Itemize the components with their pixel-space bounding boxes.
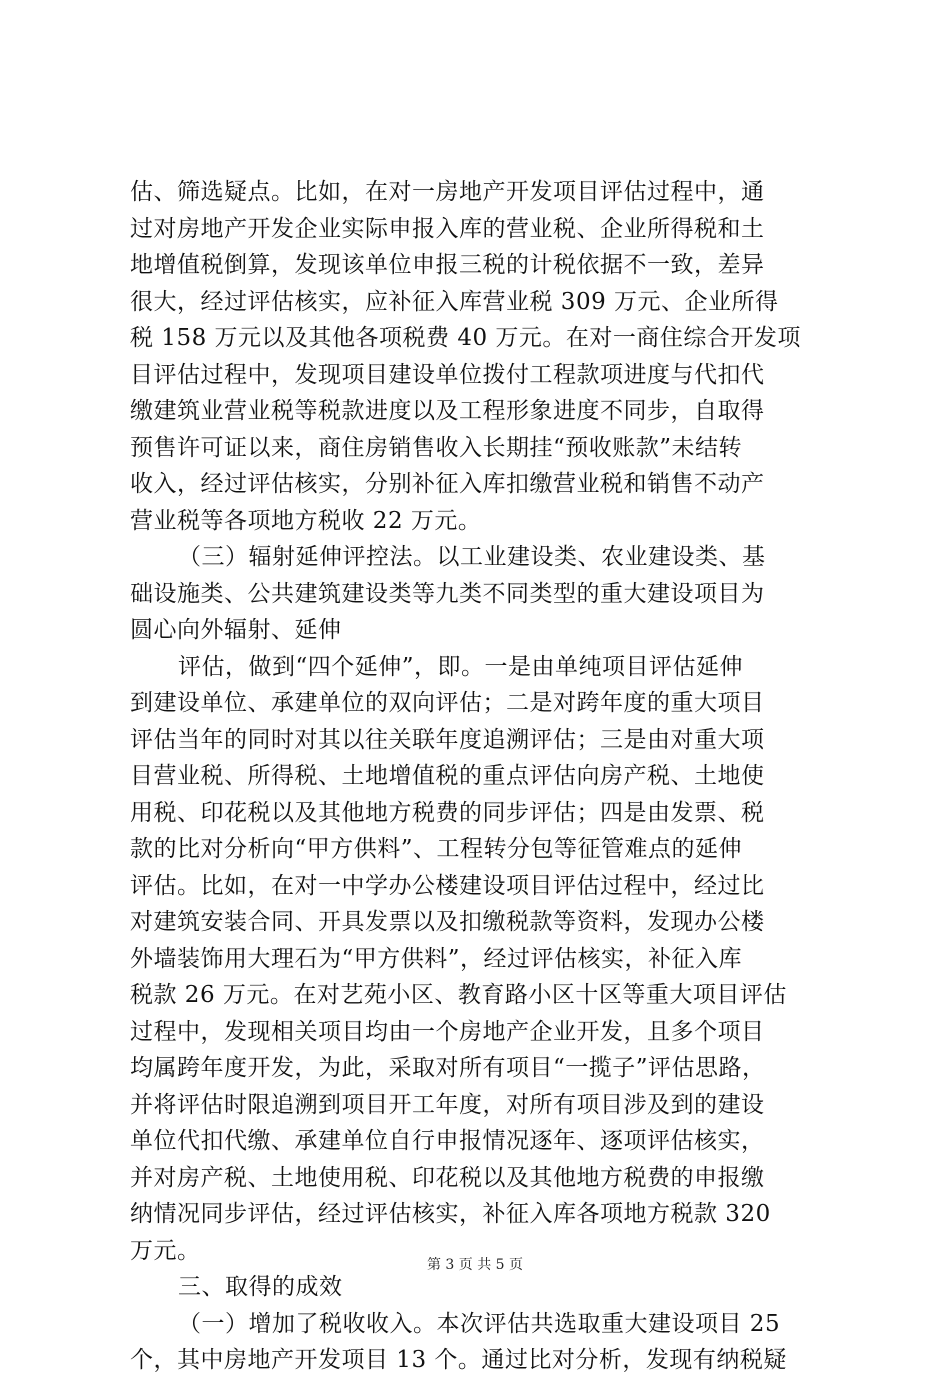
text-line: 万元。 <box>130 1237 201 1264</box>
text-line: 外墙装饰用大理石为“甲方供料”，经过评估核实，补征入库 <box>130 945 743 972</box>
text-line: 缴建筑业营业税等税款进度以及工程形象进度不同步，自取得 <box>130 398 765 424</box>
text-line: 到建设单位、承建单位的双向评估；二是对跨年度的重大项目 <box>130 690 765 716</box>
text-line: 税款 26 万元。在对艺苑小区、教育路小区十区等重大项目评估 <box>130 982 787 1008</box>
text-line: 目营业税、所得税、土地增值税的重点评估向房产税、土地使 <box>130 763 765 789</box>
text-line: 均属跨年度开发，为此，采取对所有项目“一揽子”评估思路， <box>130 1055 766 1081</box>
page-footer: 第 3 页 共 5 页 <box>426 1257 524 1273</box>
paragraph-start-line: 评估，做到“四个延伸”，即。一是由单纯项目评估延伸 <box>178 653 744 680</box>
text-line: 目评估过程中，发现项目建设单位拨付工程款项进度与代扣代 <box>130 361 765 388</box>
text-line: 并对房产税、土地使用税、印花税以及其他地方税费的申报缴 <box>130 1164 765 1191</box>
text-line: 个，其中房地产开发项目 13 个。通过比对分析，发现有纳税疑 <box>130 1347 787 1373</box>
text-line: 营业税等各项地方税收 22 万元。 <box>130 507 482 534</box>
text-line: 地增值税倒算，发现该单位申报三税的计税依据不一致，差异 <box>130 252 765 278</box>
text-line: 对建筑安装合同、开具发票以及扣缴税款等资料，发现办公楼 <box>130 909 765 935</box>
text-line: 款的比对分析向“甲方供料”、工程转分包等征管难点的延伸 <box>130 836 743 862</box>
text-line: 估、筛选疑点。比如，在对一房地产开发项目评估过程中，通 <box>130 179 765 205</box>
text-line: 过程中，发现相关项目均由一个房地产企业开发，且多个项目 <box>130 1018 765 1045</box>
text-line: 础设施类、公共建筑建设类等九类不同类型的重大建设项目为 <box>130 580 765 607</box>
text-line: 过对房地产开发企业实际申报入库的营业税、企业所得税和土 <box>130 215 765 242</box>
text-line: 评估当年的同时对其以往关联年度追溯评估；三是由对重大项 <box>130 726 765 753</box>
text-line: 收入，经过评估核实，分别补征入库扣缴营业税和销售不动产 <box>130 471 765 497</box>
text-line: 纳情况同步评估，经过评估核实，补征入库各项地方税款 320 <box>130 1201 771 1227</box>
section-heading-line: （一）增加了税收收入。本次评估共选取重大建设项目 25 <box>178 1310 781 1337</box>
text-line: 单位代扣代缴、承建单位自行申报情况逐年、逐项评估核实， <box>130 1128 765 1154</box>
text-line: 并将评估时限追溯到项目开工年度，对所有项目涉及到的建设 <box>130 1091 765 1118</box>
section-heading-line: （三）辐射延伸评控法。以工业建设类、农业建设类、基 <box>178 544 766 570</box>
section-heading-line: 三、取得的成效 <box>178 1274 343 1300</box>
text-line: 预售许可证以来，商住房销售收入长期挂“预收账款”未结转 <box>130 434 743 461</box>
text-line: 评估。比如，在对一中学办公楼建设项目评估过程中，经过比 <box>130 872 765 899</box>
text-line: 很大，经过评估核实，应补征入库营业税 309 万元、企业所得 <box>130 288 779 315</box>
text-line: 税 158 万元以及其他各项税费 40 万元。在对一商住综合开发项 <box>130 325 801 351</box>
text-line: 用税、印花税以及其他地方税费的同步评估；四是由发票、税 <box>130 799 765 826</box>
document-body <box>130 174 830 1379</box>
text-line: 圆心向外辐射、延伸 <box>130 617 342 643</box>
